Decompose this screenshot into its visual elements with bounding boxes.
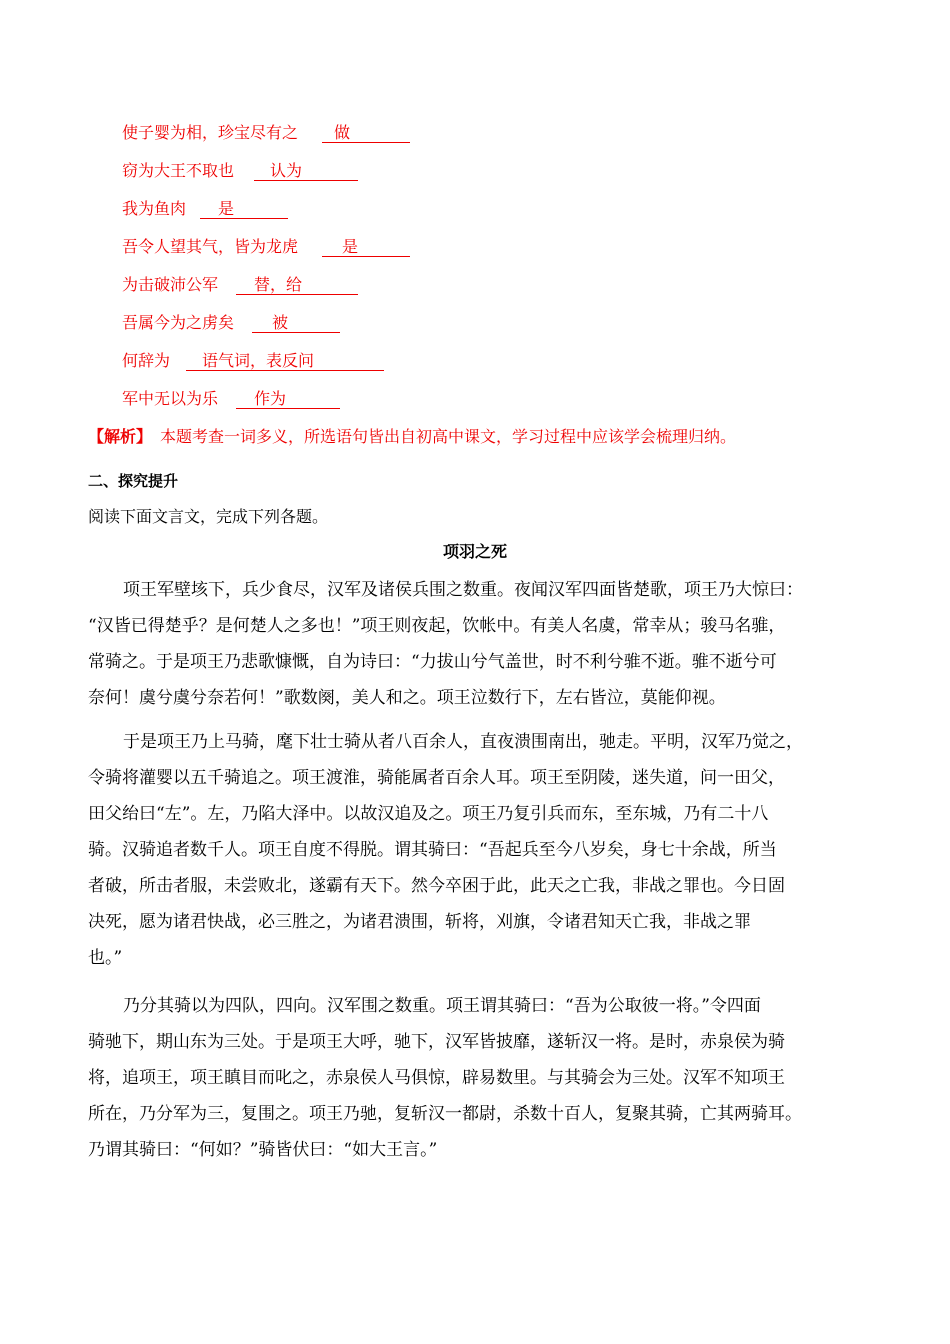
paragraph-line: 所在，乃分军为三，复围之。项王乃驰，复斩汉一都尉，杀数十百人，复聚其骑，亡其两骑耳。 <box>88 1104 802 1124</box>
paragraph-line: 也。” <box>88 948 123 968</box>
item-sentence: 为击破沛公军 <box>122 275 219 294</box>
item-sentence: 吾令人望其气，皆为龙虎 <box>122 237 299 256</box>
paragraph-line: 田父绐曰“左”。左，乃陷大泽中。以故汉追及之。项王乃复引兵而东，至东城，乃有二十八 <box>88 804 769 824</box>
passage-paragraph <box>88 724 868 976</box>
item-sentence: 使子婴为相，珍宝尽有之 <box>122 123 299 142</box>
item-answer: 是 <box>218 199 235 218</box>
item-answer: 语气词，表反问 <box>202 351 315 370</box>
paragraph-line: 者破，所击者服，未尝败北，遂霸有天下。然今卒困于此，此天之亡我，非战之罪也。今日固 <box>88 876 785 896</box>
paragraph-line: 于是项王乃上马骑，麾下壮士骑从者八百余人，直夜溃围南出，驰走。平明，汉军乃觉之， <box>123 732 803 752</box>
item-answer: 被 <box>272 313 289 332</box>
answer-underline <box>186 370 384 371</box>
answer-item <box>122 350 315 372</box>
answer-underline <box>254 180 358 181</box>
paragraph-line: “汉皆已得楚乎？是何楚人之多也！”项王则夜起，饮帐中。有美人名虞，常幸从；骏马名骓， <box>88 616 786 636</box>
paragraph-line: 令骑将灌婴以五千骑追之。项王渡淮，骑能属者百余人耳。项王至阴陵，迷失道，问一田父， <box>88 768 785 788</box>
answer-underline <box>322 142 410 143</box>
item-sentence: 我为鱼肉 <box>122 199 187 218</box>
section-heading: 二、探究提升 <box>88 472 179 490</box>
paragraph-line: 奈何！虞兮虞兮奈若何！”歌数阕，美人和之。项王泣数行下，左右皆泣，莫能仰视。 <box>88 688 726 708</box>
passage-paragraph <box>88 572 868 716</box>
paragraph-line: 项王军壁垓下，兵少食尽，汉军及诸侯兵围之数重。夜闻汉军四面皆楚歌，项王乃大惊曰： <box>123 580 803 600</box>
answer-item <box>122 160 303 182</box>
paragraph-line: 骑。汉骑追者数千人。项王自度不得脱。谓其骑曰：“吾起兵至今八岁矣，身七十余战，所当 <box>88 840 777 860</box>
item-sentence: 窃为大王不取也 <box>122 161 235 180</box>
answer-item <box>122 274 303 296</box>
paragraph-line: 乃谓其骑曰：“何如？”骑皆伏曰：“如大王言。” <box>88 1140 438 1160</box>
paragraph-line: 将，追项王，项王瞋目而叱之，赤泉侯人马俱惊，辟易数里。与其骑会为三处。汉军不知项王 <box>88 1068 785 1088</box>
item-answer: 做 <box>334 123 351 142</box>
analysis-note <box>88 426 736 448</box>
instruction-text: 阅读下面文言文，完成下列各题。 <box>88 507 329 526</box>
paragraph-line: 决死，愿为诸君快战，必三胜之，为诸君溃围，斩将，刈旗，令诸君知天亡我，非战之罪 <box>88 912 751 932</box>
answer-item <box>122 122 351 144</box>
paragraph-line: 乃分其骑以为四队，四向。汉军围之数重。项王谓其骑曰：“吾为公取彼一将。”令四面 <box>123 996 761 1016</box>
answer-item <box>122 236 359 258</box>
answer-underline <box>200 218 288 219</box>
answer-item <box>122 312 289 334</box>
item-answer: 作为 <box>254 389 287 408</box>
item-answer: 替，给 <box>254 275 303 294</box>
analysis-text: 本题考查一词多义，所选语句皆出自初高中课文，学习过程中应该学会梳理归纳。 <box>160 427 737 446</box>
answer-underline <box>252 332 340 333</box>
answer-underline <box>322 256 410 257</box>
analysis-tag: 【解析】 <box>88 427 153 446</box>
passage-paragraph <box>88 988 868 1168</box>
item-sentence: 吾属今为之虏矣 <box>122 313 235 332</box>
paragraph-line: 骑驰下，期山东为三处。于是项王大呼，驰下，汉军皆披靡，遂斩汉一将。是时，赤泉侯为骑 <box>88 1032 785 1052</box>
item-answer: 认为 <box>270 161 303 180</box>
item-answer: 是 <box>342 237 359 256</box>
paragraph-line: 常骑之。于是项王乃悲歌慷慨，自为诗曰：“力拔山兮气盖世，时不利兮骓不逝。骓不逝兮可 <box>88 652 777 672</box>
answer-item <box>122 198 235 220</box>
answer-item <box>122 388 287 410</box>
passage-title: 项羽之死 <box>442 542 507 561</box>
answer-underline <box>236 294 358 295</box>
answer-underline <box>236 408 340 409</box>
item-sentence: 何辞为 <box>122 351 171 370</box>
item-sentence: 军中无以为乐 <box>122 389 219 408</box>
